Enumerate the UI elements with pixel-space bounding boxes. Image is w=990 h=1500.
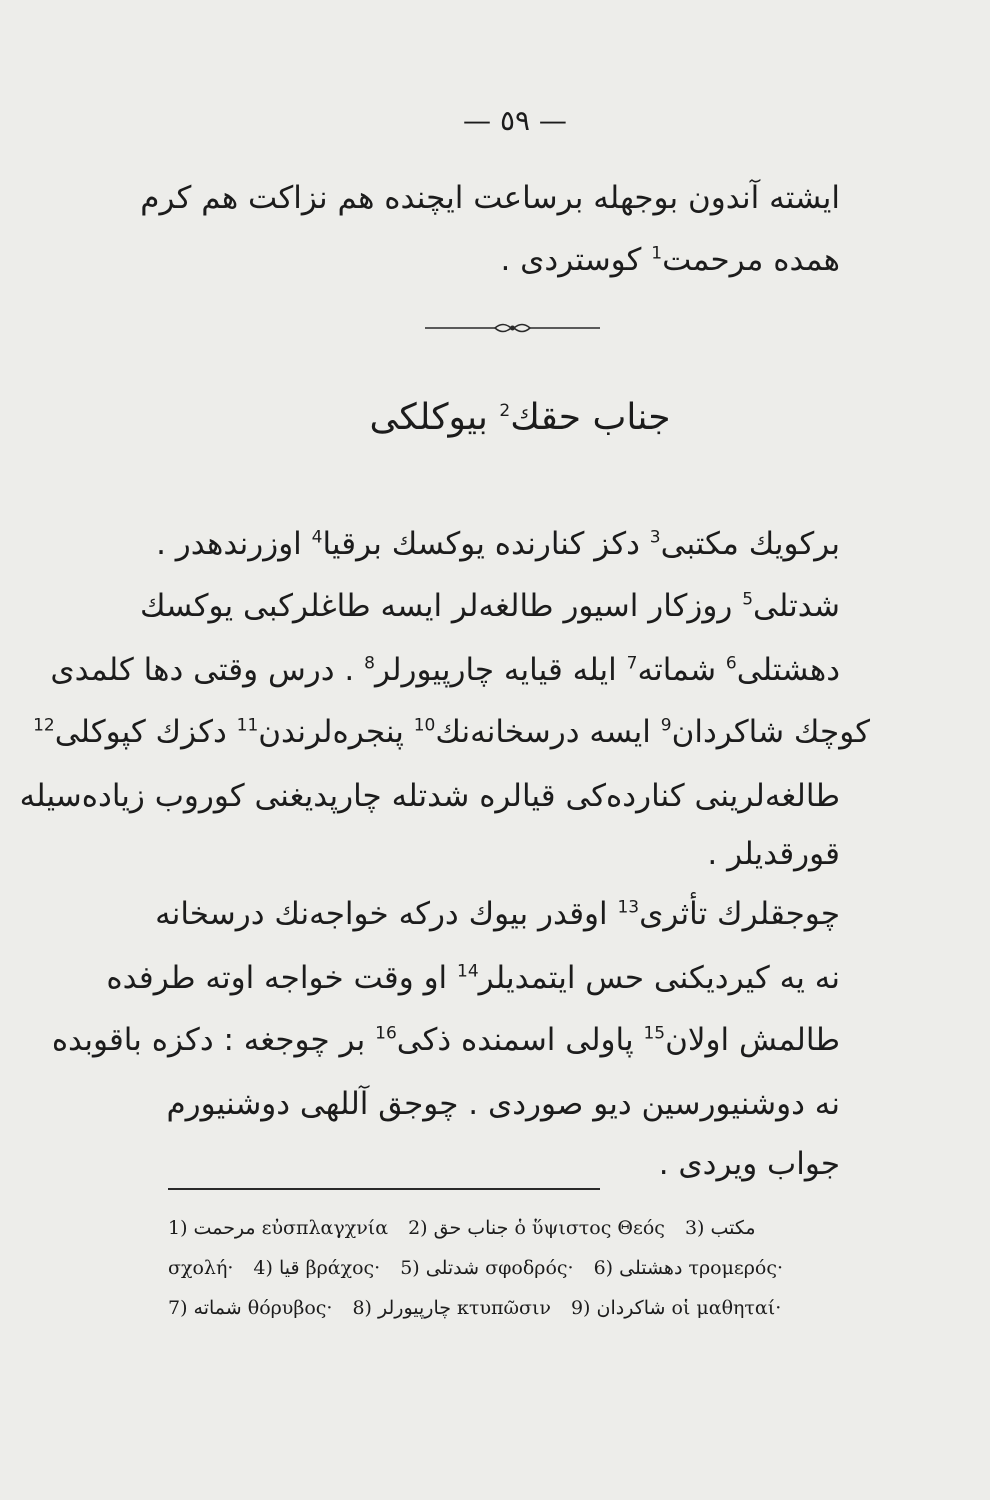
footnote-line xyxy=(168,1288,880,1328)
footnote-ref: 13 xyxy=(617,897,640,918)
footnote-ref: 4 xyxy=(311,527,323,548)
text-run: ایسه درسخانه‌نك xyxy=(435,714,651,750)
footnote-ref: 11 xyxy=(236,715,259,736)
body-line: طالغه‌لرینی كنارده‌كی قیالره شدتله چارپدیغنی كوروب زیاده‌سیله xyxy=(19,778,840,814)
body-line: جواب ویردی . xyxy=(658,1146,840,1182)
body-line xyxy=(140,586,840,626)
footnote-line xyxy=(168,1248,880,1288)
text-run: شدتلی xyxy=(753,588,840,624)
footnote-ref: 1 xyxy=(651,243,663,264)
title-part-2: بیوکلکی xyxy=(369,397,488,438)
text-run: بركویك مكتبی xyxy=(660,526,840,562)
footnote-line xyxy=(168,1208,880,1248)
text-run: دكزك كپوكلی xyxy=(54,714,227,750)
text-run: دهشتلی xyxy=(736,652,840,688)
body-line xyxy=(33,712,870,752)
footnote-ref: 15 xyxy=(643,1023,666,1044)
footnote-ref: 6 xyxy=(725,653,737,674)
footnote-ref: 3 xyxy=(649,527,661,548)
body-line xyxy=(50,650,840,690)
footnote-ref: 9 xyxy=(660,715,672,736)
footnote-ref: 2 xyxy=(499,401,511,421)
text-run: روزكار اسیور طالغه‌لر ایسه طاغلركبی یوكسك xyxy=(140,588,733,624)
footnote: 4) قیا βράχος· xyxy=(253,1257,381,1279)
footnote: σχολή· xyxy=(168,1257,234,1279)
intro-line-2 xyxy=(500,240,840,280)
footnote: 5) شدتلی σφοδρός· xyxy=(400,1257,574,1279)
footnote-ref: 8 xyxy=(364,653,375,674)
text-run: طالمش اولان xyxy=(665,1022,840,1058)
footnote-ref: 14 xyxy=(457,961,479,982)
text-run: شماته xyxy=(637,652,717,688)
page-number: — ٥٩ — xyxy=(463,104,567,137)
text-run: اوزرندهدر . xyxy=(156,526,302,562)
body-line: قورقدیلر . xyxy=(707,836,840,872)
text-run: چوجقلرك تأثری xyxy=(639,896,840,932)
text-run: دكز كنارنده یوكسك برقیا xyxy=(322,526,640,562)
footnote: 8) چارپیورلر κτυπῶσιν xyxy=(352,1297,551,1319)
text-run: . درس وقتی دها كلمدی xyxy=(50,652,355,688)
footnote-ref: 12 xyxy=(33,715,55,736)
body-line xyxy=(52,1020,840,1060)
section-title xyxy=(320,397,720,438)
intro-line-1: ایشته آندون بوجهله برساعت ایچنده هم نزاکت هم کرم xyxy=(140,180,840,216)
footnote: 2) جناب حق ὁ ὕψιστος Θεός xyxy=(408,1217,665,1239)
footnote-ref: 5 xyxy=(742,589,754,610)
body-line xyxy=(106,958,840,998)
text-run: اوقدر بیوك دركه خواجه‌نك درسخانه xyxy=(155,896,608,932)
text-run: بر چوجغه : دكزه باقوبده xyxy=(51,1022,366,1058)
footnotes xyxy=(168,1208,880,1328)
footnote-divider xyxy=(168,1188,600,1190)
text-run: كوچك شاكردان xyxy=(671,714,870,750)
footnote-ref: 16 xyxy=(375,1023,397,1044)
footnote-ref: 7 xyxy=(626,653,638,674)
text-run: ایله قیایه چارپیورلر xyxy=(374,652,617,688)
ornament-divider xyxy=(425,318,600,338)
title-part-1: جناب حقك xyxy=(510,397,671,438)
intro-line-2-text: همده مرحمت xyxy=(662,242,840,278)
body-line xyxy=(156,524,840,564)
body-line xyxy=(155,894,840,934)
text-run: نه یه كیردیكنی حس ایتمدیلر xyxy=(478,960,840,996)
body-line: نه دوشنیورسین دیو صوردی . چوجق آللهی دوشنیورم xyxy=(166,1086,840,1122)
footnote: 9) شاكردان οἱ μαθηταί· xyxy=(570,1297,782,1319)
footnote: 3) مكتب xyxy=(684,1217,756,1239)
text-run: پاولی اسمنده ذكی xyxy=(396,1022,634,1058)
text-run: او وقت خواجه اوته طرفده xyxy=(106,960,448,996)
footnote: 7) شماته θόρυβος· xyxy=(168,1297,333,1319)
footnote-ref: 10 xyxy=(413,715,436,736)
footnote: 1) مرحمت εὐσπλαγχνία xyxy=(168,1217,389,1239)
footnote: 6) دهشتلی τρομερός· xyxy=(593,1257,784,1279)
intro-line-2-tail: کوستردی . xyxy=(500,242,642,278)
text-run: پنجره‌لرندن xyxy=(258,714,404,750)
